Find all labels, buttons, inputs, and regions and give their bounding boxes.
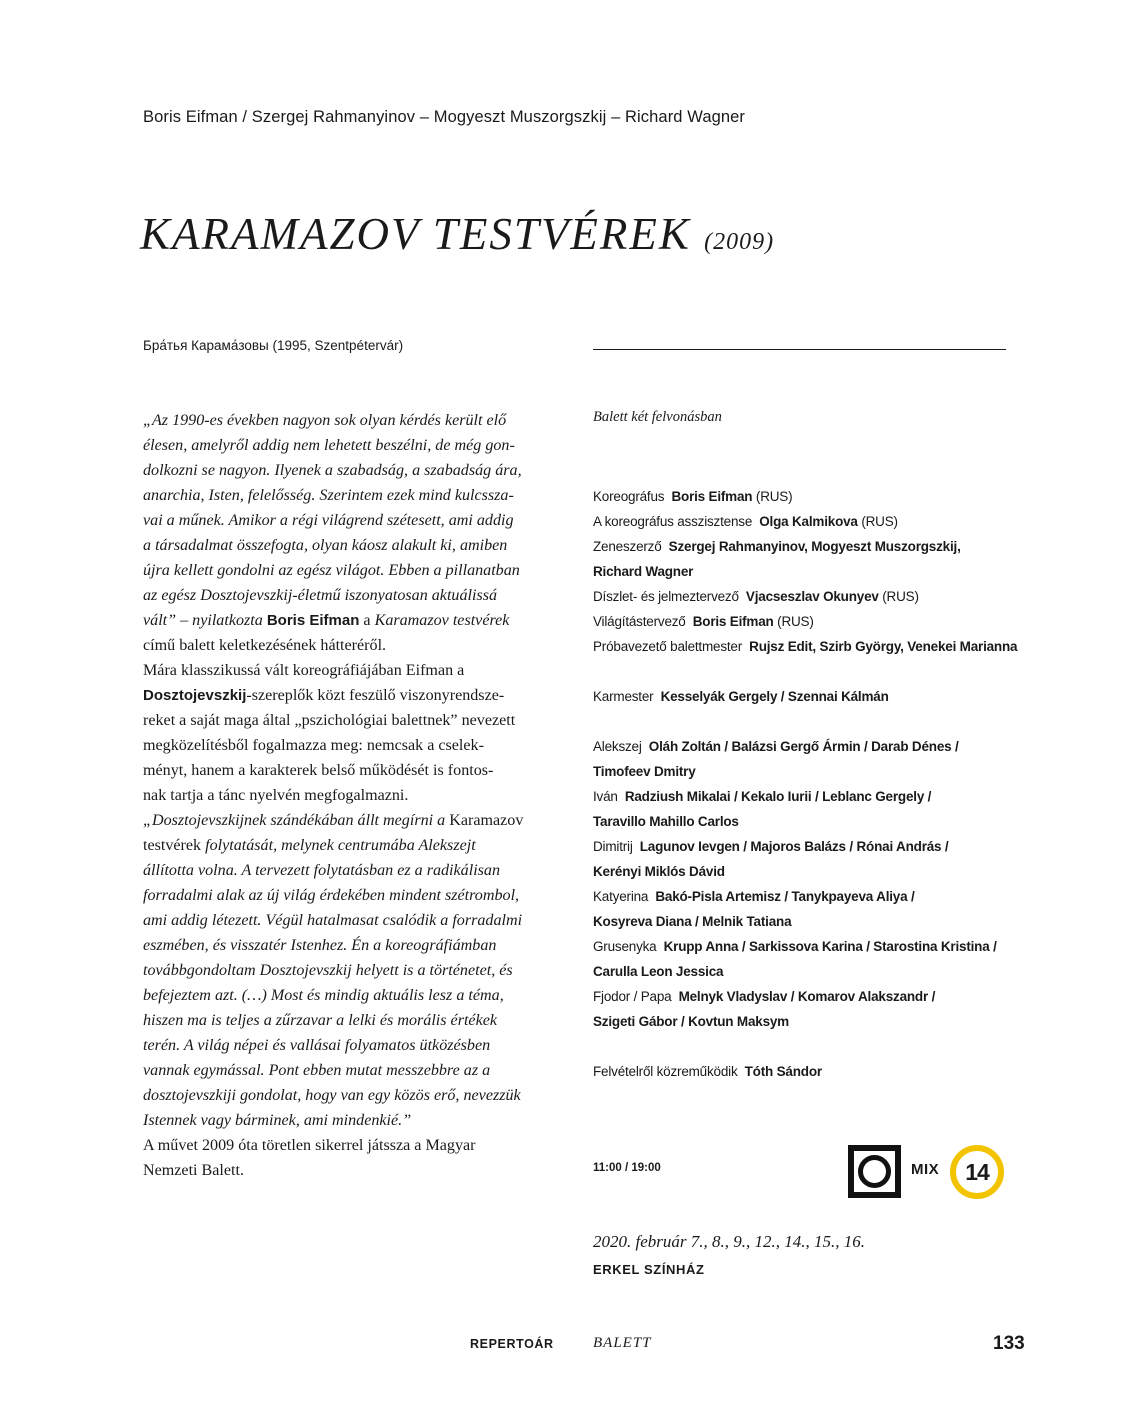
composers-line: Boris Eifman / Szergej Rahmanyinov – Mogyeszt Muszorgszkij – Richard Wagner: [143, 108, 746, 126]
body-line: folytatását, melynek centrumába Alekszejt: [205, 837, 476, 854]
opera-logo-ring: [858, 1155, 891, 1188]
body-line: eszmében, és visszatér Istenhez. Én a koreográfiámban: [143, 937, 497, 954]
body-line: a: [363, 612, 371, 629]
cast-row-cont: [593, 909, 1023, 934]
cast-name: Krupp Anna / Sarkissova Karina / Starostina Kristina /: [663, 939, 997, 954]
venue-name: ERKEL SZÍNHÁZ: [593, 1262, 705, 1277]
cast-name: Oláh Zoltán / Balázsi Gergő Ármin / Darab Dénes /: [648, 739, 959, 754]
credit-name: Tóth Sándor: [744, 1064, 822, 1079]
credit-role: Karmester: [593, 689, 654, 704]
body-name-highlight: Dosztojevszkij: [143, 687, 247, 704]
credit-row: [593, 484, 1023, 509]
credit-suffix: (RUS): [882, 589, 919, 604]
title-year: (2009): [704, 229, 775, 255]
body-line: forradalmi alak az új világ érdekében mindent szétrombol,: [143, 887, 520, 904]
credit-row-cont: [593, 559, 1023, 584]
body-line: vannak egymással. Pont ebben mutat messzebbre az a: [143, 1062, 491, 1079]
cast-row: [593, 984, 1023, 1009]
body-line: -szereplők közt feszülő viszonyrendsze-: [246, 687, 505, 704]
body-line: dosztojevszkiji gondolat, hogy van egy közös erő, nevezzük: [143, 1087, 521, 1104]
body-line: Istennek vagy bárminek, ami mindenkié.”: [143, 1112, 412, 1129]
cast-name: Melnyk Vladyslav / Komarov Alakszandr /: [678, 989, 936, 1004]
body-line: „Az 1990-es években nagyon sok olyan kérdés került elő: [143, 412, 507, 429]
body-line: vált” – nyilatkozta: [143, 612, 263, 629]
credit-name: Kesselyák Gergely / Szennai Kálmán: [660, 689, 889, 704]
performance-dates: 2020. február 7., 8., 9., 12., 14., 15., 16.: [593, 1232, 865, 1251]
body-work-title: testvérek: [143, 837, 202, 854]
credit-name: Boris Eifman: [671, 489, 753, 504]
credit-name: Richard Wagner: [593, 564, 694, 579]
spacer: [593, 659, 1023, 684]
credit-row: [593, 634, 1023, 659]
original-title: Бра́тья Карама́зовы (1995, Szentpétervár): [143, 338, 404, 353]
body-line: nak tartja a tánc nyelvén megfogalmazni.: [143, 787, 409, 804]
body-line: dolkozni se nagyon. Ilyenek a szabadság, a szabadság ára,: [143, 462, 522, 479]
cast-name: Bakó-Pisla Artemisz / Tanykpayeva Aliya /: [655, 889, 915, 904]
credit-row: [593, 684, 1023, 709]
cast-row: [593, 834, 1023, 859]
credit-role: Zeneszerző: [593, 539, 662, 554]
spacer: [593, 709, 1023, 734]
cast-role: Alekszej: [593, 739, 642, 754]
mix-label: MIX: [911, 1161, 940, 1178]
cast-name: Timofeev Dmitry: [593, 764, 696, 779]
credit-name: Olga Kalmikova: [759, 514, 858, 529]
body-line: továbbgondoltam Dosztojevszkij helyett is a történetet, és: [143, 962, 513, 979]
opera-logo-icon: [848, 1145, 901, 1198]
credit-name: Vjacseszlav Okunyev: [745, 589, 879, 604]
cast-row-cont: [593, 1009, 1023, 1034]
credit-role: Próbavezető balettmester: [593, 639, 743, 654]
body-line: című balett keletkezésének hátteréről.: [143, 637, 387, 654]
body-line: a társadalmat összefogta, olyan káosz alakult ki, amiben: [143, 537, 508, 554]
credit-suffix: (RUS): [755, 489, 793, 504]
body-name-highlight: Boris Eifman: [266, 612, 360, 629]
body-line: anarchia, Isten, felelősség. Szerintem ezek mind kulcssza-: [143, 487, 514, 504]
cast-name: Szigeti Gábor / Kovtun Maksym: [593, 1014, 789, 1029]
body-line: terén. A világ népei és vallásai folyamatos ütközésben: [143, 1037, 491, 1054]
title-text: KARAMAZOV TESTVÉREK: [140, 209, 691, 259]
page-title: [140, 208, 774, 260]
body-work-title: Karamazov testvérek: [374, 612, 510, 629]
body-line: ami addig létezett. Végül hatalmasat csalódik a forradalmi: [143, 912, 523, 929]
body-line: Nemzeti Balett.: [143, 1162, 244, 1179]
body-line: megközelítésből fogalmazza meg: nemcsak a cselek-: [143, 737, 484, 754]
body-line: az egész Dosztojevszkij-életmű iszonyatosan aktuálissá: [143, 587, 498, 604]
credit-name: Szergej Rahmanyinov, Mogyeszt Muszorgszkij,: [668, 539, 961, 554]
cast-role: Grusenyka: [593, 939, 657, 954]
credit-row: [593, 509, 1023, 534]
credit-role: A koreográfus asszisztense: [593, 514, 753, 529]
credit-suffix: (RUS): [777, 614, 814, 629]
footer-section: REPERTOÁR: [470, 1337, 554, 1351]
cast-role: Katyerina: [593, 889, 649, 904]
cast-row-cont: [593, 809, 1023, 834]
body-text: [143, 408, 563, 1183]
credit-row: [593, 609, 1023, 634]
cast-row: [593, 734, 1023, 759]
body-work-title: Karamazov: [449, 812, 524, 829]
cast-name: Carulla Leon Jessica: [593, 964, 724, 979]
cast-name: Kerényi Miklós Dávid: [593, 864, 725, 879]
credit-row: [593, 1059, 1023, 1084]
credit-suffix: (RUS): [861, 514, 898, 529]
cast-row-cont: [593, 959, 1023, 984]
body-line: A művet 2009 óta töretlen sikerrel játssza a Magyar: [143, 1137, 476, 1154]
genre-label: Balett két felvonásban: [593, 409, 722, 425]
credit-role: Koreográfus: [593, 489, 665, 504]
body-line: reket a saját maga által „pszichológiai balettnek” nevezett: [143, 712, 516, 729]
cast-name: Taravillo Mahillo Carlos: [593, 814, 739, 829]
cast-role: Dimitrij: [593, 839, 633, 854]
cast-name: Kosyreva Diana / Melnik Tatiana: [593, 914, 792, 929]
footer-category: BALETT: [593, 1335, 652, 1351]
credit-name: Rujsz Edit, Szirb György, Venekei Marianna: [749, 639, 1018, 654]
body-line: befejeztem azt. (…) Most és mindig aktuális lesz a téma,: [143, 987, 504, 1004]
show-times: 11:00 / 19:00: [593, 1162, 661, 1174]
page-number: 133: [993, 1333, 1025, 1354]
body-line: újra kellett gondolni az egész világot. Ebben a pillanatban: [143, 562, 520, 579]
body-line: élesen, amelyről addig nem lehetett beszélni, de még gon-: [143, 437, 515, 454]
cast-row: [593, 934, 1023, 959]
age-rating-badge: 14: [950, 1145, 1004, 1199]
cast-row: [593, 884, 1023, 909]
spacer: [593, 1034, 1023, 1059]
credit-role: Világítástervező: [593, 614, 686, 629]
credit-name: Boris Eifman: [692, 614, 774, 629]
body-line: ményt, hanem a karakterek belső működését is fontos-: [143, 762, 494, 779]
cast-row: [593, 784, 1023, 809]
credit-row: [593, 584, 1023, 609]
body-line: állította volna. A tervezett folytatásban ez a radikálisan: [143, 862, 501, 879]
divider-line: [593, 349, 1006, 350]
cast-role: Fjodor / Papa: [593, 989, 672, 1004]
body-line: „Dosztojevszkijnek szándékában állt megírni a: [143, 812, 446, 829]
body-line: Mára klasszikussá vált koreográfiájában Eifman a: [143, 662, 465, 679]
credits-list: [593, 484, 1023, 1084]
credit-row: [593, 534, 1023, 559]
cast-name: Radziush Mikalai / Kekalo Iurii / Leblanc Gergely /: [624, 789, 932, 804]
body-line: vai a műnek. Amikor a régi világrend szétesett, ami addig: [143, 512, 514, 529]
credit-role: Felvételről közreműködik: [593, 1064, 738, 1079]
cast-row-cont: [593, 759, 1023, 784]
cast-name: Lagunov Ievgen / Majoros Balázs / Rónai András /: [639, 839, 949, 854]
credit-role: Díszlet- és jelmeztervező: [593, 589, 739, 604]
cast-role: Iván: [593, 789, 618, 804]
body-line: hiszen ma is teljes a zűrzavar a lelki és morális értékek: [143, 1012, 498, 1029]
cast-row-cont: [593, 859, 1023, 884]
